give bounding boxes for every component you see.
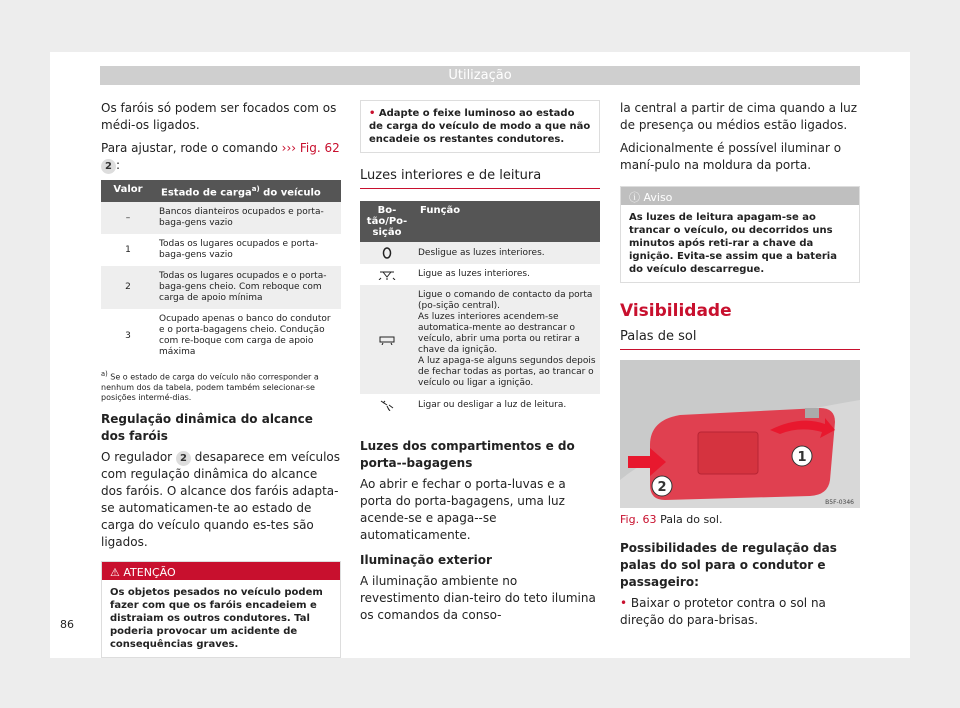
sun-visor-figure [620, 360, 860, 508]
sun-visor-illustration [620, 360, 860, 508]
column-3 [620, 100, 860, 635]
off-icon [360, 242, 414, 264]
table-header: Estado de carga$^{a)}$ do veículo [155, 180, 341, 202]
bullet-icon: • [369, 108, 376, 119]
warning-text: Os objetos pesados no veículo podem fazer com que os faróis encadeiem e distraiam os outros condutores. Tal poderia provocar um acidente de consequências graves. [110, 586, 323, 650]
body-text: A iluminação ambiente no revestimento dian-teiro do teto ilumina os comandos da conso- [360, 574, 596, 622]
table-row: Ligue o comando de contacto da porta (po-sição central). As luzes interiores acendem-se automatica-mente ao destrancar o veículo, abrir uma porta ou retirar a chave da ignição. A luz apaga-se alguns segundos depois de fechar todas as portas, ao trancar o veículo ou ligar a ignição. [360, 285, 600, 394]
callout-number: 2 [176, 451, 191, 466]
bullet-icon: • [620, 596, 628, 610]
bullet-item: • Baixar o protetor contra o sol na direção do para-brisas. [620, 596, 826, 627]
table-header: Bo-tão/Po-sição [360, 201, 414, 242]
warning-icon: ⚠ [110, 565, 120, 579]
warning-box [101, 561, 341, 658]
subsection-title: Luzes dos compartimentos e do porta--bagagens [360, 439, 575, 470]
column-2 [360, 100, 600, 630]
table-row: – Bancos dianteiros ocupados e porta-baga-gens vazio [101, 202, 341, 234]
load-table [101, 180, 341, 363]
section-title: Palas de sol [620, 328, 860, 350]
body-text: la central a partir de cima quando a luz de presença ou médios estão ligados. [620, 101, 858, 132]
table-header: Função [414, 201, 600, 242]
adjust-text: Para ajustar, rode o comando ››› Fig. 62 2 : [101, 141, 340, 172]
page-header: Utilização [100, 66, 860, 85]
callout-number: 2 [101, 159, 116, 174]
notice-header: ⓘ Aviso [621, 187, 859, 205]
body-text: Adicionalmente é possível iluminar o maní-pulo na moldura da porta. [620, 141, 842, 172]
table-header-row [360, 201, 600, 242]
footnote: $^{a)}$ Se o estado de carga do veículo não corresponder a nenhum dos da tabela, podem também selecionar-se posições intermé-dias. [101, 370, 319, 402]
lights-table [360, 201, 600, 416]
intro-text: Os faróis só podem ser focados com os médi-os ligados. [101, 101, 337, 132]
figure-caption: Fig. 63 Pala do sol. [620, 513, 723, 526]
notice-box [620, 186, 860, 283]
notice-text: As luzes de leitura apagam-se ao trancar o veículo, ou decorridos uns minutos após reti-rar a chave da ignição. Evita-se assim que a bateria do veículo descarregue. [629, 212, 837, 275]
regulator-text: O regulador 2 desaparece em veículos com regulação dinâmica do alcance dos faróis. O alcance dos faróis adapta-se automaticamen-te ao estado de carga do veículo quando es-tes são ligados. [101, 449, 341, 549]
table-row: 1 Todas os lugares ocupados e porta-baga-gens vazio [125, 239, 319, 261]
column-1 [101, 100, 341, 658]
table-row: Ligar ou desligar a luz de leitura. [360, 394, 600, 416]
table-row: Desligue as luzes interiores. [360, 242, 600, 264]
door-contact-icon [360, 285, 414, 394]
table-header-row [101, 180, 341, 202]
table-row: 3 Ocupado apenas o banco do condutor e o porta-bagagens cheio. Condução com re-boque com carga de apoio máxima [125, 314, 331, 358]
figure-label: 1 [797, 450, 807, 465]
subsection-title: Possibilidades de regulação das palas do sol para o condutor e passageiro: [620, 541, 837, 589]
figure-link[interactable]: ››› Fig. 62 [281, 141, 340, 155]
table-row: Ligue as luzes interiores. [360, 264, 600, 285]
warning-header: ⚠ ATENÇÃO [102, 562, 340, 580]
chapter-title: Visibilidade [620, 301, 732, 321]
interior-light-icon [360, 264, 414, 285]
info-icon: ⓘ [629, 191, 640, 204]
body-text: Ao abrir e fechar o porta-luvas e a porta do porta-bagagens, uma luz acende-se e apaga--se automaticamente. [360, 477, 566, 542]
reading-light-icon [360, 394, 414, 416]
subsection-title: Iluminação exterior [360, 553, 492, 567]
section-title: Regulação dinâmica do alcance dos faróis [101, 411, 313, 443]
figure-code: B5F-0346 [825, 499, 854, 506]
table-header: Valor [101, 180, 155, 202]
section-title: Luzes interiores e de leitura [360, 167, 600, 189]
page-number: 86 [60, 618, 74, 631]
figure-label: 2 [657, 480, 667, 495]
bullet-box: • Adapte o feixe luminoso ao estado de carga do veículo de modo a que não encadeie os restantes condutores. [360, 100, 600, 153]
table-row: 2 Todas os lugares ocupados e o porta-baga-gens cheio. Com reboque com carga de apoio mínima [101, 266, 341, 309]
